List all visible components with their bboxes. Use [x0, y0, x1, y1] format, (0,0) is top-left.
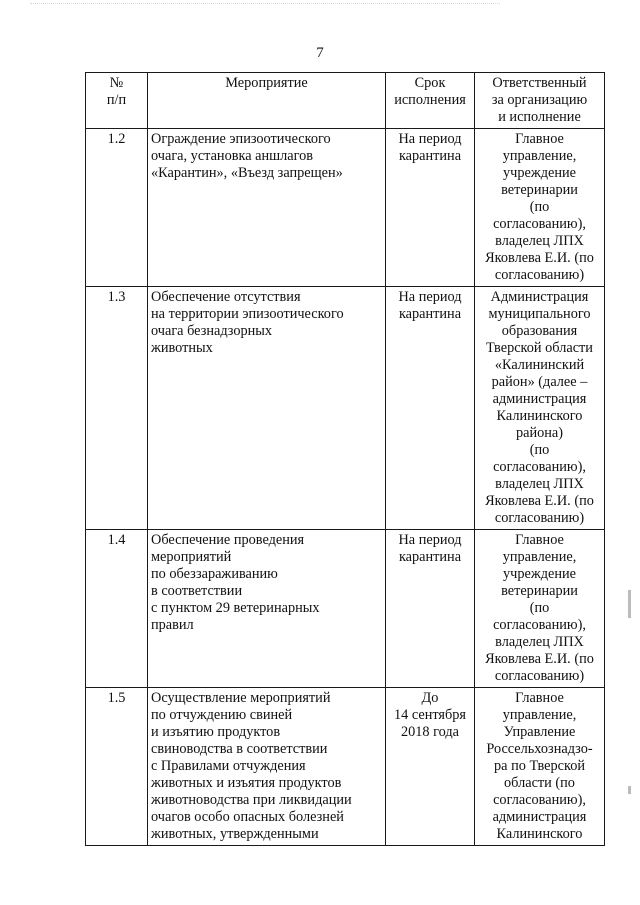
cell-line: владелец ЛПХ — [495, 233, 584, 249]
header-term — [386, 73, 475, 129]
row-number: 1.5 — [86, 688, 148, 846]
cell-line: района) — [515, 425, 564, 441]
cell-line: Обеспечение отсутствия — [151, 289, 301, 305]
cell-line: учреждение — [503, 566, 576, 582]
cell-line: Россельхознадзо- — [486, 741, 593, 757]
cell-line: животных и изъятия продуктов — [151, 775, 342, 791]
cell-line: образования — [501, 323, 578, 339]
term-cell — [386, 688, 475, 846]
cell-line: владелец ЛПХ — [495, 476, 584, 492]
cell-line: ветеринарии — [501, 583, 578, 599]
cell-line: Яковлева Е.И. (по — [485, 250, 594, 266]
events-table — [85, 72, 605, 846]
cell-line: (по — [529, 199, 550, 215]
table-row — [86, 530, 605, 688]
header-responsible — [475, 73, 605, 129]
cell-line: Мероприятие — [225, 75, 308, 91]
cell-line: в соответствии — [151, 583, 243, 599]
cell-line: учреждение — [503, 165, 576, 181]
row-number: 1.3 — [86, 287, 148, 530]
cell-line: очага безнадзорных — [151, 323, 273, 339]
cell-line: владелец ЛПХ — [495, 634, 584, 650]
row-number: 1.4 — [86, 530, 148, 688]
cell-line: согласованию) — [494, 668, 585, 684]
cell-line: на территории эпизоотического — [151, 306, 344, 322]
cell-line: администрация — [492, 809, 587, 825]
scan-edge-mark — [628, 786, 631, 794]
responsible-cell — [475, 287, 605, 530]
cell-line: области (по — [504, 775, 575, 791]
cell-line: На период — [398, 532, 462, 548]
cell-line: управление, — [502, 707, 577, 723]
cell-line: Осуществление мероприятий — [151, 690, 331, 706]
cell-line: (по — [529, 442, 550, 458]
cell-line: согласованию) — [494, 267, 585, 283]
cell-line: свиноводства в соответствии — [151, 741, 328, 757]
cell-line: мероприятий — [151, 549, 232, 565]
cell-line: животноводства при ликвидации — [151, 792, 352, 808]
cell-line: п/п — [106, 92, 127, 108]
cell-line: за организацию — [491, 92, 588, 108]
cell-line: администрация — [492, 391, 587, 407]
table-row — [86, 129, 605, 287]
cell-line: Яковлева Е.И. (по — [485, 651, 594, 667]
cell-line: «Карантин», «Въезд запрещен» — [151, 165, 343, 181]
cell-line: согласованию), — [493, 617, 586, 633]
row-number: 1.2 — [86, 129, 148, 287]
event-cell — [148, 688, 386, 846]
cell-line: управление, — [502, 148, 577, 164]
table-header-row — [86, 73, 605, 129]
cell-line: очагов особо опасных болезней — [151, 809, 344, 825]
cell-line: и исполнение — [498, 109, 581, 125]
cell-line: согласованию), — [493, 216, 586, 232]
table-row — [86, 287, 605, 530]
cell-line: 2018 года — [400, 724, 460, 740]
cell-line: управление, — [502, 549, 577, 565]
header-event — [148, 73, 386, 129]
cell-line: Администрация — [490, 289, 589, 305]
cell-line: согласованию) — [494, 510, 585, 526]
cell-line: «Калининский — [494, 357, 585, 373]
cell-line: Калининского — [496, 408, 583, 424]
cell-line: Главное — [515, 690, 564, 706]
term-cell — [386, 530, 475, 688]
cell-line: с пунктом 29 ветеринарных — [151, 600, 320, 616]
scan-noise — [30, 3, 500, 6]
cell-line: Ограждение эпизоотического — [151, 131, 331, 147]
cell-line: муниципального — [488, 306, 591, 322]
cell-line: Управление — [503, 724, 576, 740]
cell-line: Ответственный — [492, 75, 587, 91]
cell-line: Срок — [414, 75, 446, 91]
header-number — [86, 73, 148, 129]
term-cell — [386, 129, 475, 287]
cell-line: Обеспечение проведения — [151, 532, 305, 548]
responsible-cell — [475, 530, 605, 688]
cell-line: Яковлева Е.И. (по — [485, 493, 594, 509]
cell-line: с Правилами отчуждения — [151, 758, 306, 774]
cell-line: согласованию), — [493, 792, 586, 808]
cell-line: по отчуждению свиней — [151, 707, 293, 723]
cell-line: и изъятию продуктов — [151, 724, 281, 740]
cell-line: карантина — [398, 306, 462, 322]
cell-line: район» (далее – — [491, 374, 588, 390]
event-cell — [148, 530, 386, 688]
cell-line: ветеринарии — [501, 182, 578, 198]
event-cell — [148, 287, 386, 530]
cell-line: На период — [398, 289, 462, 305]
cell-line: правил — [151, 617, 194, 633]
cell-line: Главное — [515, 532, 564, 548]
cell-line: карантина — [398, 148, 462, 164]
cell-line: На период — [398, 131, 462, 147]
responsible-cell — [475, 129, 605, 287]
term-cell — [386, 287, 475, 530]
cell-line: карантина — [398, 549, 462, 565]
cell-line: Калининского — [496, 826, 583, 842]
cell-line: животных — [151, 340, 213, 356]
cell-line: животных, утвержденными — [151, 826, 319, 842]
responsible-cell — [475, 688, 605, 846]
cell-line: исполнения — [394, 92, 466, 108]
cell-line: (по — [529, 600, 550, 616]
cell-line: ра по Тверской — [494, 758, 585, 774]
cell-line: очага, установка аншлагов — [151, 148, 314, 164]
scan-edge-mark — [628, 590, 631, 618]
cell-line: До — [421, 690, 439, 706]
cell-line: 14 сентября — [393, 707, 467, 723]
cell-line: по обеззараживанию — [151, 566, 278, 582]
event-cell — [148, 129, 386, 287]
cell-line: № — [109, 75, 124, 91]
table-row — [86, 688, 605, 846]
page-number: 7 — [316, 45, 324, 61]
cell-line: согласованию), — [493, 459, 586, 475]
cell-line: Главное — [515, 131, 564, 147]
cell-line: Тверской области — [486, 340, 593, 356]
